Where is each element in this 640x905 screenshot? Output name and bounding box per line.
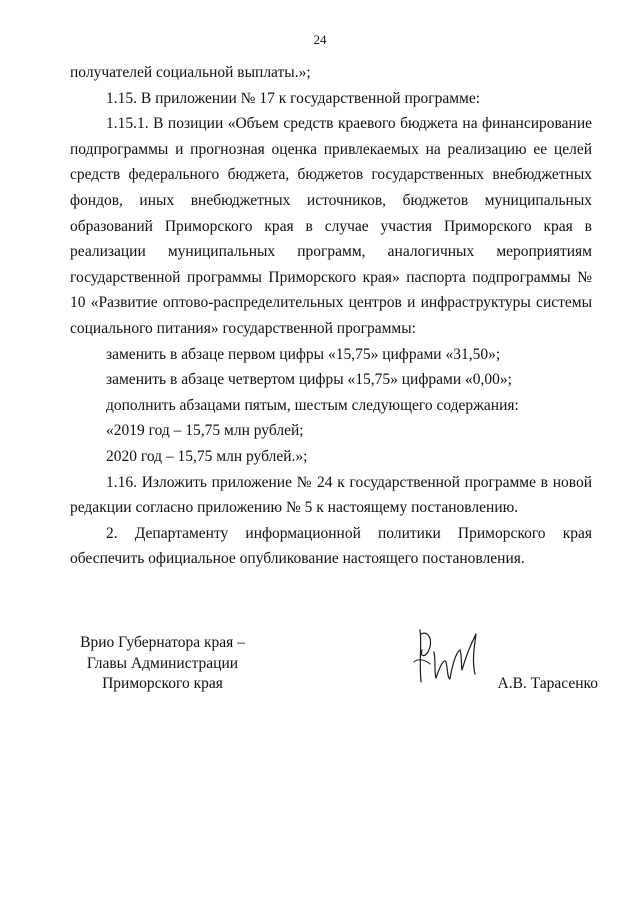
- paragraph-replace-first: заменить в абзаце первом цифры «15,75» цифрами «31,50»;: [106, 345, 501, 363]
- signatory-title-line-1: Врио Губернатора края –: [80, 634, 245, 651]
- signatory-title: [70, 633, 255, 695]
- paragraph-1-15: 1.15. В приложении № 17 к государственной программе:: [106, 89, 481, 107]
- paragraph-1-15-1: 1.15.1. В позиции «Объем средств краевого бюджета на финансирование подпрограммы и прогнозная оценка привлекаемых на реализацию ее целей средств федерального бюджета, бюджетов государственных внебюджетных фондов, иных внебюджетных источников, бюджетов муниципальных образований Приморского края в случае участия Приморского края в реализации муниципальных программ, аналогичных мероприятиям государственной программы Приморского края» паспорта подпрограммы № 10 «Развитие оптово-распределительных центров и инфраструктуры системы социального питания» государственной программы:: [70, 115, 592, 337]
- handwritten-signature: [400, 622, 500, 692]
- signatory-title-line-3: Приморского края: [102, 675, 223, 692]
- paragraph-2019: «2019 год – 15,75 млн рублей;: [106, 422, 304, 440]
- paragraph-replace-fourth: заменить в абзаце четвертом цифры «15,75» цифрами «0,00»;: [106, 371, 512, 389]
- paragraph-1-16: 1.16. Изложить приложение № 24 к государственной программе в новой редакции согласно приложению № 5 к настоящему постановлению.: [70, 473, 592, 517]
- signer-name: А.В. Тарасенко: [497, 675, 598, 692]
- paragraph-2020: 2020 год – 15,75 млн рублей.»;: [106, 447, 308, 465]
- paragraph-2: 2. Департаменту информационной политики Приморского края обеспечить официальное опубликование настоящего постановления.: [70, 524, 592, 568]
- paragraph-continuation: получателей социальной выплаты.»;: [70, 64, 311, 81]
- page-number: 24: [313, 32, 327, 47]
- document-body: [70, 60, 592, 572]
- signatory-title-line-2: Главы Администрации: [86, 654, 239, 672]
- paragraph-add-fifth-sixth: дополнить абзацами пятым, шестым следующего содержания:: [106, 396, 519, 414]
